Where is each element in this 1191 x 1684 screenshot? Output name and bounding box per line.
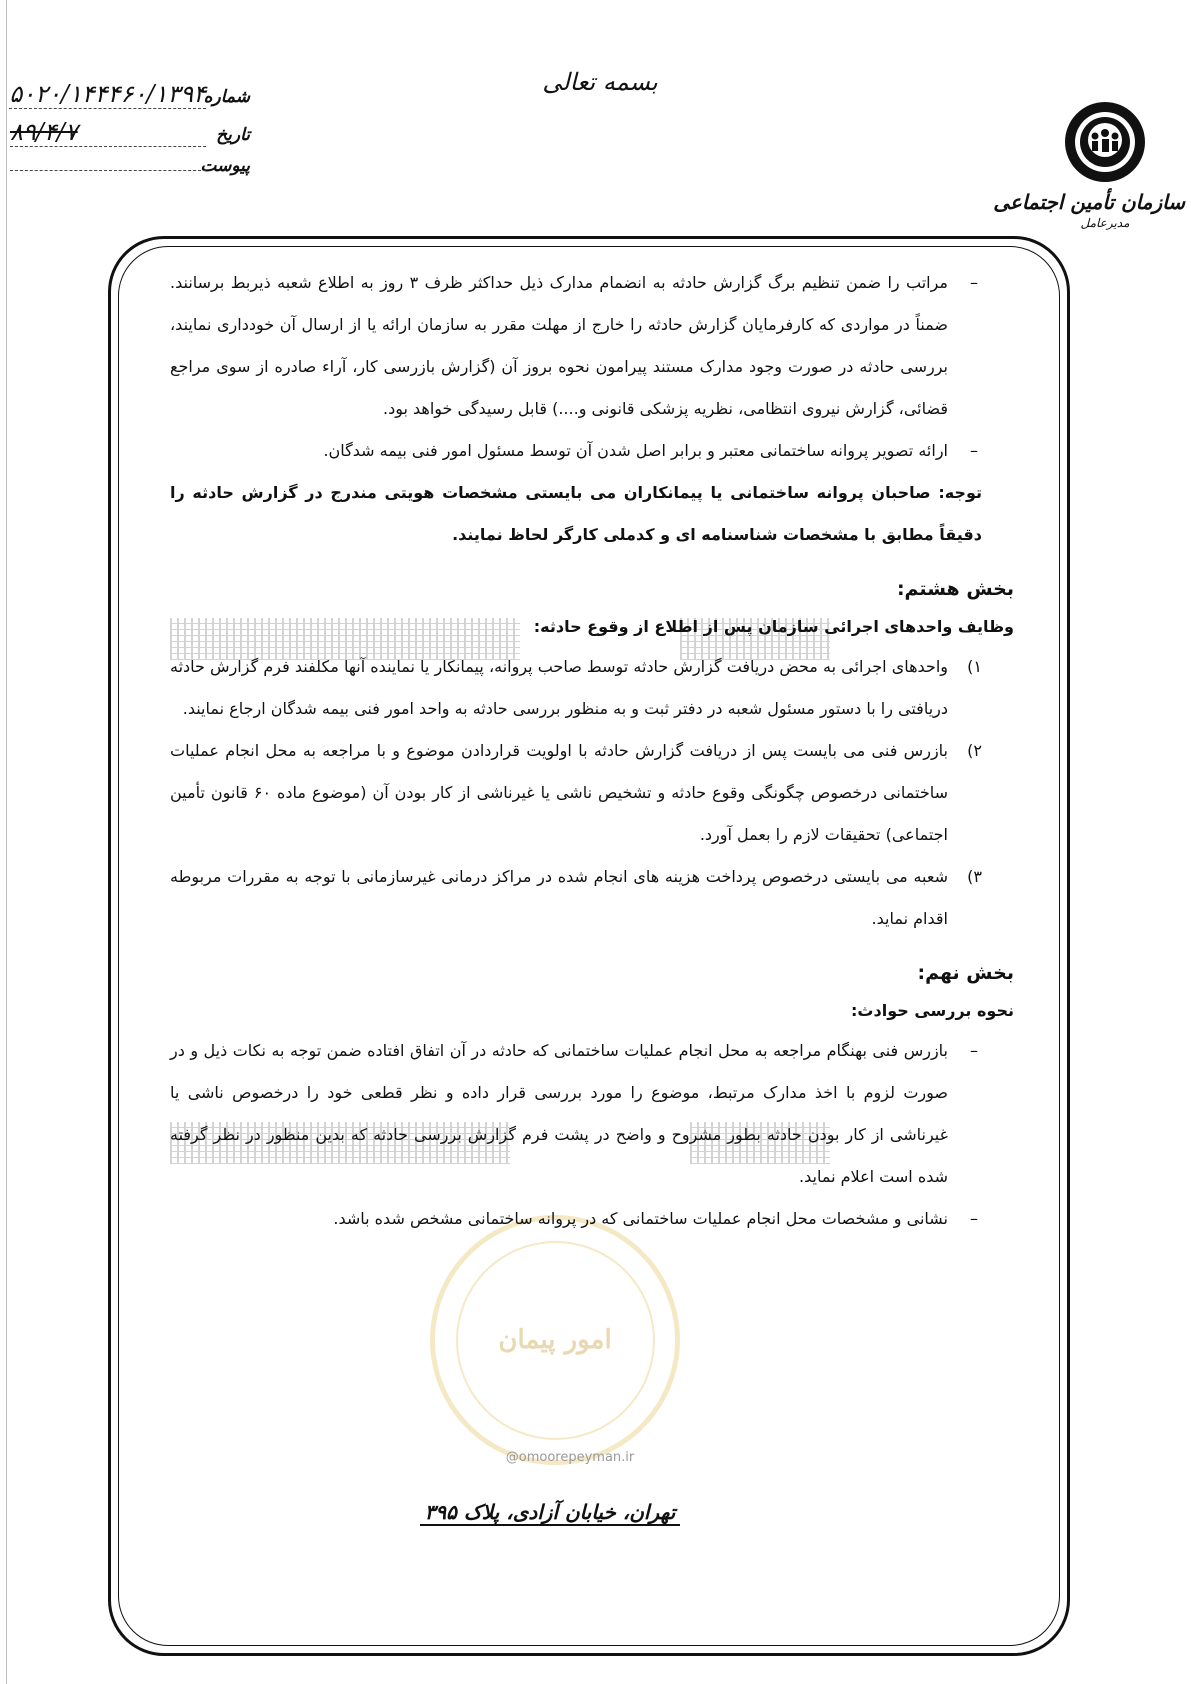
intro-note: توجه: صاحبان پروانه ساختمانی یا پیمانکاران می بایستی مشخصات هویتی مندرج در گزارش حادثه را دقیقاً مطابق با مشخصات شناسنامه ای و کدملی کارگر لحاظ نمایند. bbox=[170, 483, 982, 544]
item-text: شعبه می بایستی درخصوص پرداخت هزینه های انجام شده در مراکز درمانی غیرسازمانی با توجه به مقررات مربوطه اقدام نماید. bbox=[170, 867, 948, 928]
section-8-heading bbox=[170, 570, 1014, 646]
section-9-bullet-address: – نشانی و مشخصات محل انجام عملیات ساختمانی که در پروانه ساختمانی مشخص شده باشد. bbox=[170, 1198, 982, 1240]
section-9-subtitle: نحوه بررسی حوادث: bbox=[851, 1001, 1014, 1020]
section-8-item bbox=[170, 646, 982, 730]
watermark: @omoorepeyman.ir bbox=[505, 1450, 635, 1465]
section-8-item bbox=[170, 730, 982, 856]
item-text: بازرس فنی می بایست پس از دریافت گزارش حادثه با اولویت قراردادن موضوع و با مراجعه به محل انجام عملیات ساختمانی درخصوص چگونگی وقوع حادثه و تشخیص ناشی یا غیرناشی از کار بودن آن (موضوع ماده ۶۰ قانون تأمین اجتماعی) تحقیقات لازم را بعمل آورد. bbox=[170, 741, 948, 844]
social-security-logo-icon bbox=[1063, 100, 1147, 184]
page-edge-line bbox=[6, 0, 7, 1684]
org-logo-block bbox=[993, 100, 1185, 230]
item-number: ۳) bbox=[967, 867, 982, 886]
item-number: ۱) bbox=[967, 657, 982, 676]
basmala: بسمه تعالی bbox=[542, 68, 658, 96]
attachment-label: پیوست bbox=[200, 156, 250, 176]
section-9-heading bbox=[170, 954, 1014, 1030]
seal-stamp-text: امور پیمان bbox=[498, 1325, 612, 1355]
date-row bbox=[10, 118, 250, 156]
intro-bullet-reporting: – مراتب را ضمن تنظیم برگ گزارش حادثه به انضمام مدارک ذیل حداکثر ظرف ۳ روز به اطلاع شعبه ذیربط برسانند. ضمناً در مواردی که کارفرمایان گزارش حادثه را خارج از مهلت مقرر به سازمان ارائه یا از ارسال آن خودداری نمایند، بررسی حادثه در صورت وجود مدارک مستند پیرامون نحوه بروز آن (گزارش بازرسی کار، آراء صادره از سوی مراجع قضائی، گزارش نیروی انتظامی، نظریه پزشکی قانونی و....) قابل رسیدگی خواهد بود. bbox=[170, 262, 982, 430]
attachment-value bbox=[10, 170, 206, 171]
org-name: سازمان تأمین اجتماعی bbox=[993, 190, 1185, 214]
item-text: واحدهای اجرائی به محض دریافت گزارش حادثه توسط صاحب پروانه، پیمانکار یا نماینده آنها مکلفند فرم گزارش حادثه دریافتی را با دستور مسئول شعبه در دفتر ثبت و به منظور بررسی حادثه به واحد امور فنی بیمه شدگان ارجاع نمایند. bbox=[170, 657, 948, 718]
document-body bbox=[170, 262, 1014, 1240]
section-9-bullet-inspection: – بازرس فنی بهنگام مراجعه به محل انجام عملیات ساختمانی که حادثه در آن اتفاق افتاده ضمن توجه به نکات ذیل و در صورت لزوم با اخذ مدارک مرتبط، موضوع را مورد بررسی قرار داده و نظر قطعی خود را درخصوص ناشی یا غیرناشی از کار بودن حادثه بطور مشروح و واضح در پشت فرم گزارش بررسی حادثه که بدین منظور در نظر گرفته شده است اعلام نماید. bbox=[170, 1030, 982, 1198]
intro-bullet-permit-copy: – ارائه تصویر پروانه ساختمانی معتبر و برابر اصل شدن آن توسط مسئول امور فنی بیمه شدگان. bbox=[170, 430, 982, 472]
number-label: شماره bbox=[203, 87, 250, 107]
section-8-title: بخش هشتم: bbox=[896, 578, 1014, 600]
item-number: ۲) bbox=[967, 741, 982, 760]
date-label: تاریخ bbox=[216, 125, 250, 145]
attachment-row bbox=[10, 156, 250, 194]
org-subtitle: مدیرعامل bbox=[1080, 216, 1130, 230]
section-9-title: بخش نهم: bbox=[917, 962, 1014, 984]
seal-stamp-inner bbox=[456, 1241, 655, 1440]
number-value: ۵۰۲۰/۱۴۴۴۶۰/۱۳۹۴ bbox=[9, 80, 206, 108]
section-8-subtitle: وظایف واحدهای اجرائی سازمان پس از اطلاع از وقوع حادثه: bbox=[533, 617, 1014, 636]
letter-meta bbox=[10, 80, 250, 194]
date-value: ۸۹/۴/۷ bbox=[10, 118, 206, 147]
seal-stamp bbox=[430, 1215, 680, 1465]
number-row bbox=[10, 80, 250, 118]
section-8-item bbox=[170, 856, 982, 940]
letterhead bbox=[0, 0, 1191, 250]
footer-address: تهران، خیابان آزادی، پلاک ۳۹۵ bbox=[420, 1500, 680, 1526]
